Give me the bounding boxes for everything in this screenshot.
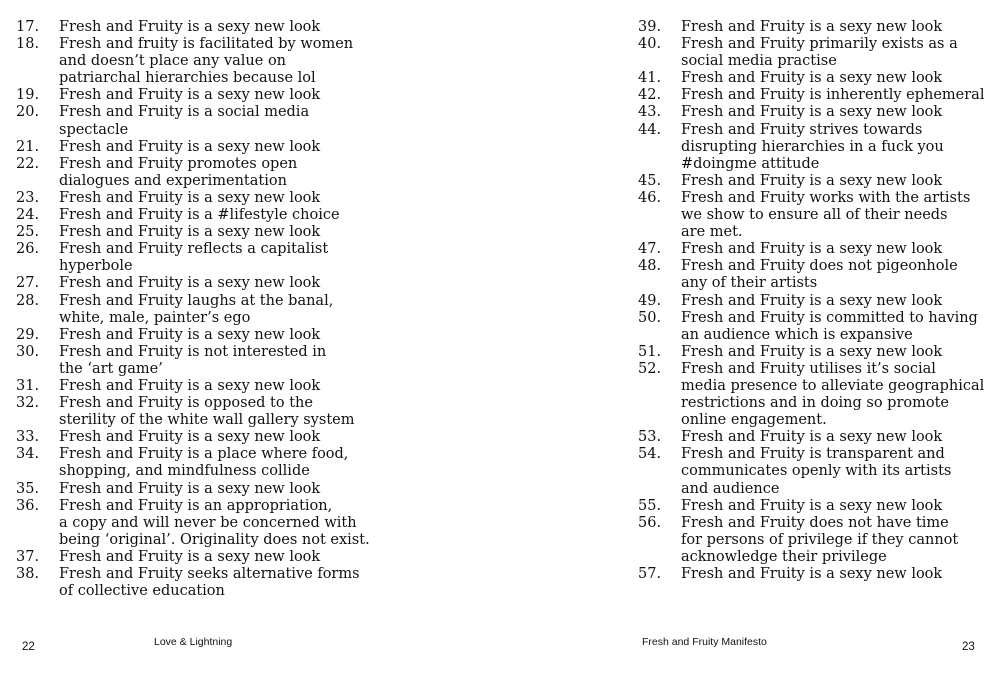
- item-text: [681, 515, 988, 566]
- item-number: 42.: [638, 87, 662, 104]
- list-item: [16, 481, 366, 498]
- item-text: [59, 224, 366, 241]
- item-text: [681, 293, 988, 310]
- item-text-line: Fresh and Fruity is a sexy new look: [681, 104, 943, 121]
- item-text-line: Fresh and Fruity is a sexy new look: [59, 87, 321, 104]
- item-text: [59, 344, 366, 378]
- item-text-line: Fresh and Fruity reflects a capitalist: [59, 241, 329, 258]
- item-text-line: we show to ensure all of their needs: [681, 207, 948, 224]
- item-text: [59, 293, 366, 327]
- item-text-line: Fresh and Fruity is inherently ephemeral: [681, 87, 985, 104]
- item-text-line: communicates openly with its artists: [681, 463, 952, 480]
- list-item: [16, 190, 366, 207]
- list-item: [638, 19, 988, 36]
- item-text-line: Fresh and Fruity is committed to having: [681, 309, 978, 326]
- item-text-line: for persons of privilege if they cannot: [681, 531, 959, 548]
- list-item: [638, 70, 988, 87]
- item-number: 56.: [638, 514, 662, 531]
- item-text-line: patriarchal hierarchies because lol: [59, 70, 316, 87]
- item-text: [59, 446, 366, 480]
- item-text-line: Fresh and Fruity is transparent and: [681, 446, 945, 463]
- item-text: [59, 378, 366, 395]
- item-text-line: Fresh and Fruity is a sexy new look: [59, 429, 321, 446]
- running-title-left: Love & Lightning: [154, 636, 233, 648]
- item-text-line: #doingme attitude: [681, 155, 820, 172]
- item-text-line: Fresh and Fruity strives towards: [681, 121, 923, 138]
- item-number: 49.: [638, 292, 662, 309]
- item-number: 37.: [16, 548, 40, 565]
- item-number: 53.: [638, 429, 662, 446]
- item-number: 51.: [638, 343, 662, 360]
- item-text-line: Fresh and Fruity does not have time: [681, 514, 949, 531]
- item-number: 23.: [16, 189, 40, 206]
- item-number: 18.: [16, 36, 40, 53]
- item-text-line: Fresh and Fruity works with the artists: [681, 189, 971, 206]
- list-item: [16, 36, 366, 87]
- item-text: [59, 139, 366, 156]
- item-text-line: Fresh and Fruity does not pigeonhole: [681, 258, 958, 275]
- item-number: 25.: [16, 224, 40, 241]
- list-item: [16, 566, 366, 600]
- item-text: [681, 122, 988, 173]
- page-number-left: 22: [22, 641, 35, 653]
- list-item: [638, 104, 988, 121]
- list-item: [638, 87, 988, 104]
- item-text-line: Fresh and Fruity laughs at the banal,: [59, 292, 334, 309]
- item-number: 50.: [638, 309, 662, 326]
- list-item: [638, 344, 988, 361]
- item-text-line: Fresh and Fruity is a sexy new look: [681, 172, 943, 189]
- item-text: [59, 275, 366, 292]
- right-page: [498, 0, 996, 673]
- item-text-line: Fresh and Fruity is a sexy new look: [681, 497, 943, 514]
- item-text-line: Fresh and Fruity is an appropriation,: [59, 497, 333, 514]
- item-text: [681, 241, 988, 258]
- list-item: [638, 566, 988, 583]
- item-text: [681, 104, 988, 121]
- item-number: 34.: [16, 446, 40, 463]
- item-text: [681, 87, 988, 104]
- item-text-line: the ‘art game’: [59, 360, 163, 377]
- item-text-line: Fresh and Fruity is a #lifestyle choice: [59, 207, 340, 224]
- item-text-line: any of their artists: [681, 275, 818, 292]
- item-text: [59, 429, 366, 446]
- item-text: [681, 190, 988, 241]
- item-text-line: disrupting hierarchies in a fuck you: [681, 138, 944, 155]
- item-text-line: Fresh and Fruity is a sexy new look: [681, 292, 943, 309]
- list-item: [16, 497, 370, 549]
- item-text: [681, 70, 988, 87]
- item-text: [59, 19, 366, 36]
- item-number: 22.: [16, 155, 40, 172]
- item-text-line: Fresh and Fruity is a sexy new look: [59, 326, 321, 343]
- item-text-line: Fresh and Fruity is a sexy new look: [59, 548, 321, 565]
- list-item: [16, 429, 366, 446]
- list-item: [638, 258, 988, 292]
- item-text-line: an audience which is expansive: [681, 326, 913, 343]
- item-text-line: Fresh and Fruity is opposed to the: [59, 395, 313, 412]
- list-item: [16, 207, 366, 224]
- item-number: 43.: [638, 104, 662, 121]
- item-number: 54.: [638, 446, 662, 463]
- item-text-line: Fresh and Fruity is a place where food,: [59, 446, 349, 463]
- item-text-line: and audience: [681, 480, 780, 497]
- list-item: [638, 498, 988, 515]
- list-item: [16, 19, 366, 36]
- list-item: [16, 395, 366, 429]
- item-text: [59, 498, 370, 549]
- item-text: [681, 446, 988, 497]
- item-text: [681, 173, 988, 190]
- item-text-line: are met.: [681, 224, 743, 241]
- list-item: [638, 173, 988, 190]
- list-item: [638, 515, 988, 566]
- item-text: [59, 566, 366, 600]
- item-text-line: Fresh and Fruity is a sexy new look: [59, 377, 321, 394]
- item-number: 31.: [16, 377, 40, 394]
- item-number: 36.: [16, 497, 40, 514]
- item-text-line: Fresh and Fruity is a sexy new look: [681, 19, 943, 35]
- item-number: 32.: [16, 395, 40, 412]
- item-text-line: acknowledge their privilege: [681, 548, 887, 565]
- item-text-line: Fresh and Fruity is a sexy new look: [59, 224, 321, 241]
- item-text: [59, 36, 366, 87]
- item-text: [681, 258, 988, 292]
- item-number: 39.: [638, 19, 662, 35]
- list-item: [16, 293, 366, 327]
- item-text-line: Fresh and Fruity primarily exists as a: [681, 36, 958, 53]
- item-text: [681, 36, 988, 70]
- list-item: [638, 122, 988, 173]
- list-item: [16, 241, 366, 275]
- item-number: 48.: [638, 258, 662, 275]
- item-text: [681, 19, 988, 36]
- item-text-line: restrictions and in doing so promote: [681, 395, 950, 412]
- item-text: [681, 566, 988, 583]
- list-item: [16, 275, 366, 292]
- item-text: [59, 549, 366, 566]
- item-number: 38.: [16, 566, 40, 582]
- page-number-right: 23: [962, 641, 975, 653]
- item-number: 41.: [638, 70, 662, 87]
- item-text-line: Fresh and Fruity is a sexy new look: [59, 19, 321, 35]
- list-item: [16, 344, 366, 378]
- item-number: 52.: [638, 360, 662, 377]
- list-item: [638, 293, 988, 310]
- item-text-line: dialogues and experimentation: [59, 172, 287, 189]
- item-text: [59, 241, 366, 275]
- item-text: [59, 87, 366, 104]
- item-text-line: Fresh and Fruity is a sexy new look: [681, 429, 943, 446]
- item-text-line: shopping, and mindfulness collide: [59, 463, 310, 480]
- item-text-line: media presence to alleviate geographical: [681, 377, 985, 394]
- list-item: [16, 224, 366, 241]
- list-item: [638, 241, 988, 258]
- item-text: [681, 310, 988, 344]
- item-text: [681, 361, 988, 429]
- item-number: 20.: [16, 104, 40, 121]
- item-text-line: Fresh and Fruity is a sexy new look: [681, 70, 943, 87]
- item-number: 30.: [16, 343, 40, 360]
- item-text-line: social media practise: [681, 53, 837, 70]
- manifesto-list-left: [16, 19, 370, 600]
- item-text: [681, 498, 988, 515]
- item-text-line: Fresh and Fruity is a sexy new look: [59, 275, 321, 292]
- item-number: 19.: [16, 87, 40, 104]
- item-text: [59, 395, 366, 429]
- item-number: 17.: [16, 19, 40, 35]
- item-number: 40.: [638, 36, 662, 53]
- item-text-line: Fresh and Fruity seeks alternative forms: [59, 566, 360, 582]
- item-text-line: a copy and will never be concerned with: [59, 514, 357, 531]
- item-number: 46.: [638, 189, 662, 206]
- item-text-line: white, male, painter’s ego: [59, 309, 251, 326]
- list-item: [16, 446, 366, 480]
- list-item: [16, 156, 366, 190]
- item-text-line: Fresh and Fruity is a social media: [59, 104, 310, 121]
- item-text-line: hyperbole: [59, 258, 133, 275]
- item-text: [59, 481, 366, 498]
- item-text: [59, 190, 366, 207]
- list-item: [16, 104, 366, 138]
- item-text-line: Fresh and Fruity is a sexy new look: [681, 566, 943, 582]
- item-number: 57.: [638, 566, 662, 582]
- item-text-line: being ‘original’. Originality does not exist.: [59, 531, 370, 548]
- list-item: [638, 361, 988, 429]
- item-text: [59, 207, 366, 224]
- list-item: [16, 549, 366, 566]
- item-text-line: Fresh and Fruity is a sexy new look: [681, 343, 943, 360]
- list-item: [16, 139, 366, 156]
- running-title-right: Fresh and Fruity Manifesto: [642, 636, 767, 648]
- item-text-line: Fresh and fruity is facilitated by women: [59, 36, 354, 53]
- list-item: [638, 190, 988, 241]
- item-number: 27.: [16, 275, 40, 292]
- list-item: [16, 327, 366, 344]
- item-text-line: spectacle: [59, 121, 129, 138]
- item-number: 55.: [638, 497, 662, 514]
- item-number: 29.: [16, 326, 40, 343]
- item-text-line: Fresh and Fruity is a sexy new look: [59, 138, 321, 155]
- list-item: [638, 310, 988, 344]
- item-text-line: sterility of the white wall gallery system: [59, 412, 355, 429]
- item-text-line: Fresh and Fruity is a sexy new look: [59, 480, 321, 497]
- item-number: 33.: [16, 429, 40, 446]
- item-text: [59, 327, 366, 344]
- item-number: 35.: [16, 480, 40, 497]
- list-item: [638, 36, 988, 70]
- list-item: [638, 446, 988, 497]
- item-text-line: Fresh and Fruity promotes open: [59, 155, 298, 172]
- item-number: 28.: [16, 292, 40, 309]
- item-number: 44.: [638, 121, 662, 138]
- item-text-line: of collective education: [59, 583, 225, 600]
- item-text-line: Fresh and Fruity is a sexy new look: [59, 189, 321, 206]
- item-number: 45.: [638, 172, 662, 189]
- item-text-line: and doesn’t place any value on: [59, 53, 287, 70]
- item-text-line: online engagement.: [681, 412, 827, 429]
- item-text-line: Fresh and Fruity is a sexy new look: [681, 241, 943, 258]
- item-text: [59, 104, 366, 138]
- list-item: [638, 429, 988, 446]
- manifesto-list-right: [638, 19, 988, 583]
- item-text: [59, 156, 366, 190]
- list-item: [16, 87, 366, 104]
- item-number: 26.: [16, 241, 40, 258]
- item-text-line: Fresh and Fruity is not interested in: [59, 343, 327, 360]
- item-text-line: Fresh and Fruity utilises it’s social: [681, 360, 936, 377]
- item-number: 24.: [16, 207, 40, 224]
- item-number: 47.: [638, 241, 662, 258]
- item-number: 21.: [16, 138, 40, 155]
- item-text: [681, 429, 988, 446]
- list-item: [16, 378, 366, 395]
- item-text: [681, 344, 988, 361]
